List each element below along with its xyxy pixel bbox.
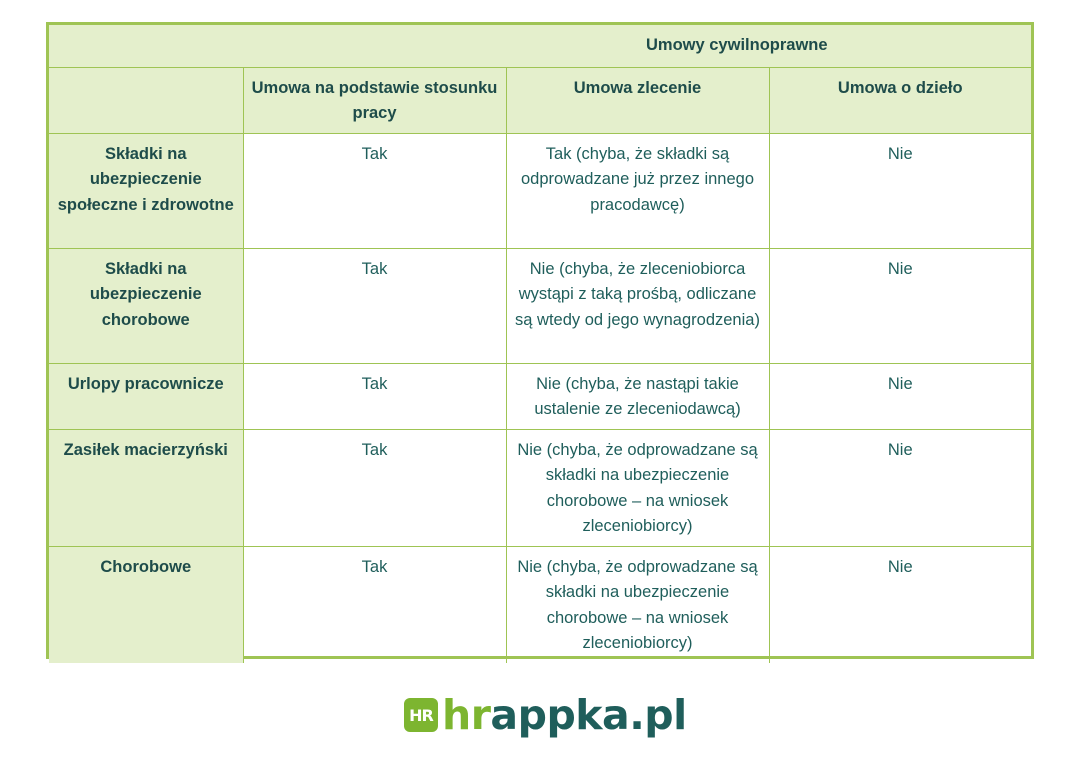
table-cell: Nie (chyba, że zleceniobiorca wystąpi z taką prośbą, odliczane są wtedy od jego wynagrodzenia) (506, 248, 769, 363)
group-header-row (49, 25, 1031, 67)
table-cell: Nie (769, 546, 1031, 663)
row-label: Składki na ubezpieczenie chorobowe (49, 248, 243, 363)
table-cell: Nie (769, 248, 1031, 363)
table-cell: Nie (769, 429, 1031, 546)
row-label: Zasiłek macierzyński (49, 429, 243, 546)
empty-corner (49, 67, 243, 133)
table-cell: Tak (243, 133, 506, 248)
table-row (49, 248, 1031, 363)
table-row (49, 546, 1031, 663)
table-cell: Tak (chyba, że składki są odprowadzane już przez innego pracodawcę) (506, 133, 769, 248)
table-cell: Tak (243, 546, 506, 663)
logo-wordmark-rest: appka.pl (490, 691, 687, 739)
logo-wordmark-hr: hr (442, 691, 491, 739)
table-cell: Nie (chyba, że odprowadzane są składki na ubezpieczenie chorobowe – na wniosek zleceniobiorcy) (506, 429, 769, 546)
table-cell: Tak (243, 363, 506, 429)
row-label: Składki na ubezpieczenie społeczne i zdrowotne (49, 133, 243, 248)
table-row (49, 133, 1031, 248)
column-header-row (49, 67, 1031, 133)
hrappka-logo (404, 690, 687, 740)
table-cell: Tak (243, 248, 506, 363)
group-header-civil-contracts (506, 25, 1031, 67)
group-header-label: Umowy cywilnoprawne (646, 36, 828, 54)
table-cell: Nie (chyba, że nastąpi takie ustalenie ze zleceniodawcą) (506, 363, 769, 429)
empty-corner-top (49, 25, 243, 67)
table-row (49, 363, 1031, 429)
comparison-table-grid (49, 25, 1031, 663)
column-header-specific-work: Umowa o dzieło (769, 67, 1031, 133)
logo-wordmark (442, 690, 687, 740)
comparison-table (46, 22, 1034, 659)
table-cell: Nie (769, 133, 1031, 248)
table-row (49, 429, 1031, 546)
hr-badge-icon: HR (404, 698, 438, 732)
row-label: Urlopy pracownicze (49, 363, 243, 429)
table-cell: Tak (243, 429, 506, 546)
column-header-mandate: Umowa zlecenie (506, 67, 769, 133)
table-cell: Nie (chyba, że odprowadzane są składki na ubezpieczenie chorobowe – na wniosek zleceniobiorcy) (506, 546, 769, 663)
table-cell: Nie (769, 363, 1031, 429)
empty-top-col1 (243, 25, 506, 67)
column-header-employment: Umowa na podstawie stosunku pracy (243, 67, 506, 133)
row-label: Chorobowe (49, 546, 243, 663)
